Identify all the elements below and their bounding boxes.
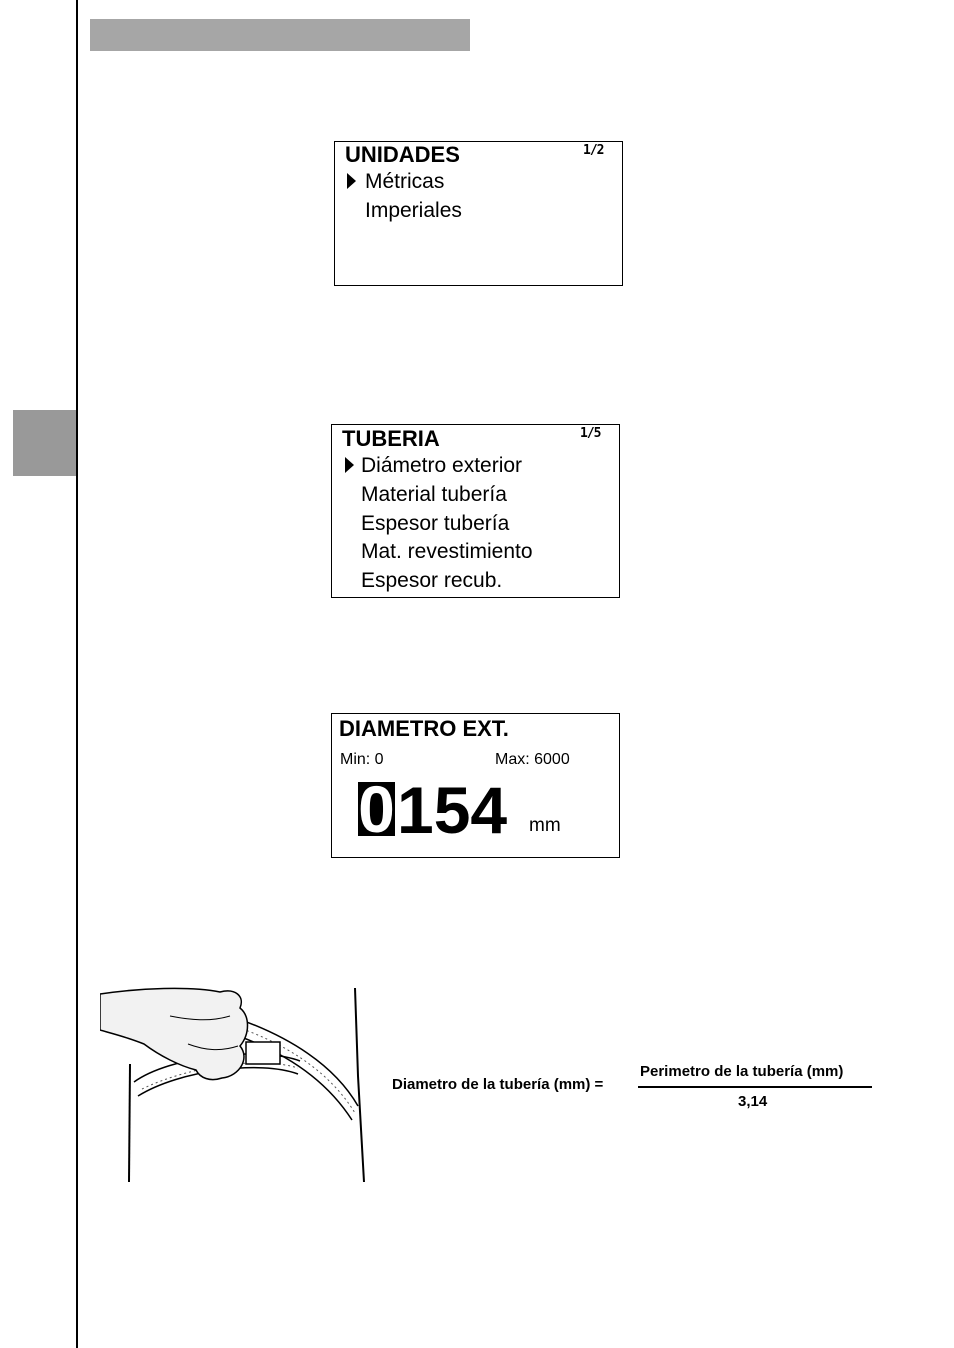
pipe-measurement-illustration: [100, 986, 372, 1184]
page-indicator: 1/5: [580, 426, 601, 441]
menu-item-material-tuberia[interactable]: Material tubería: [361, 483, 507, 506]
max-label: Max: 6000: [495, 751, 570, 768]
screen-title: DIAMETRO EXT.: [339, 716, 509, 741]
formula-denominator: 3,14: [738, 1093, 768, 1110]
value-digits: 154: [397, 773, 508, 847]
formula-lhs: Diametro de la tubería (mm) =: [392, 1076, 604, 1093]
selection-arrow-icon: [345, 457, 354, 473]
header-bar: [90, 19, 470, 51]
screen-title: TUBERIA: [342, 426, 440, 451]
margin-line: [76, 0, 78, 1348]
menu-item-diametro-exterior[interactable]: Diámetro exterior: [361, 454, 523, 477]
lcd-screen-unidades: [334, 141, 623, 286]
side-tab: [13, 410, 76, 476]
cursor-digit[interactable]: 0: [358, 782, 395, 836]
menu-item-espesor-recub[interactable]: Espesor recub.: [361, 569, 503, 592]
lcd-screen-tuberia: [331, 424, 620, 598]
min-label: Min: 0: [340, 751, 384, 768]
menu-item-espesor-tuberia[interactable]: Espesor tubería: [361, 512, 510, 535]
unit-label: mm: [529, 815, 561, 836]
fraction-bar: [638, 1086, 872, 1088]
menu-item-metricas[interactable]: Métricas: [365, 170, 445, 193]
page-indicator: 1/2: [583, 143, 604, 158]
menu-item-mat-revestimiento[interactable]: Mat. revestimiento: [361, 540, 533, 563]
menu-item-imperiales[interactable]: Imperiales: [365, 199, 462, 222]
diameter-formula: [392, 1060, 882, 1120]
lcd-screen-diametro: [331, 713, 620, 858]
screen-title: UNIDADES: [345, 142, 460, 167]
formula-numerator: Perimetro de la tubería (mm): [640, 1063, 844, 1080]
selection-arrow-icon: [347, 173, 356, 189]
